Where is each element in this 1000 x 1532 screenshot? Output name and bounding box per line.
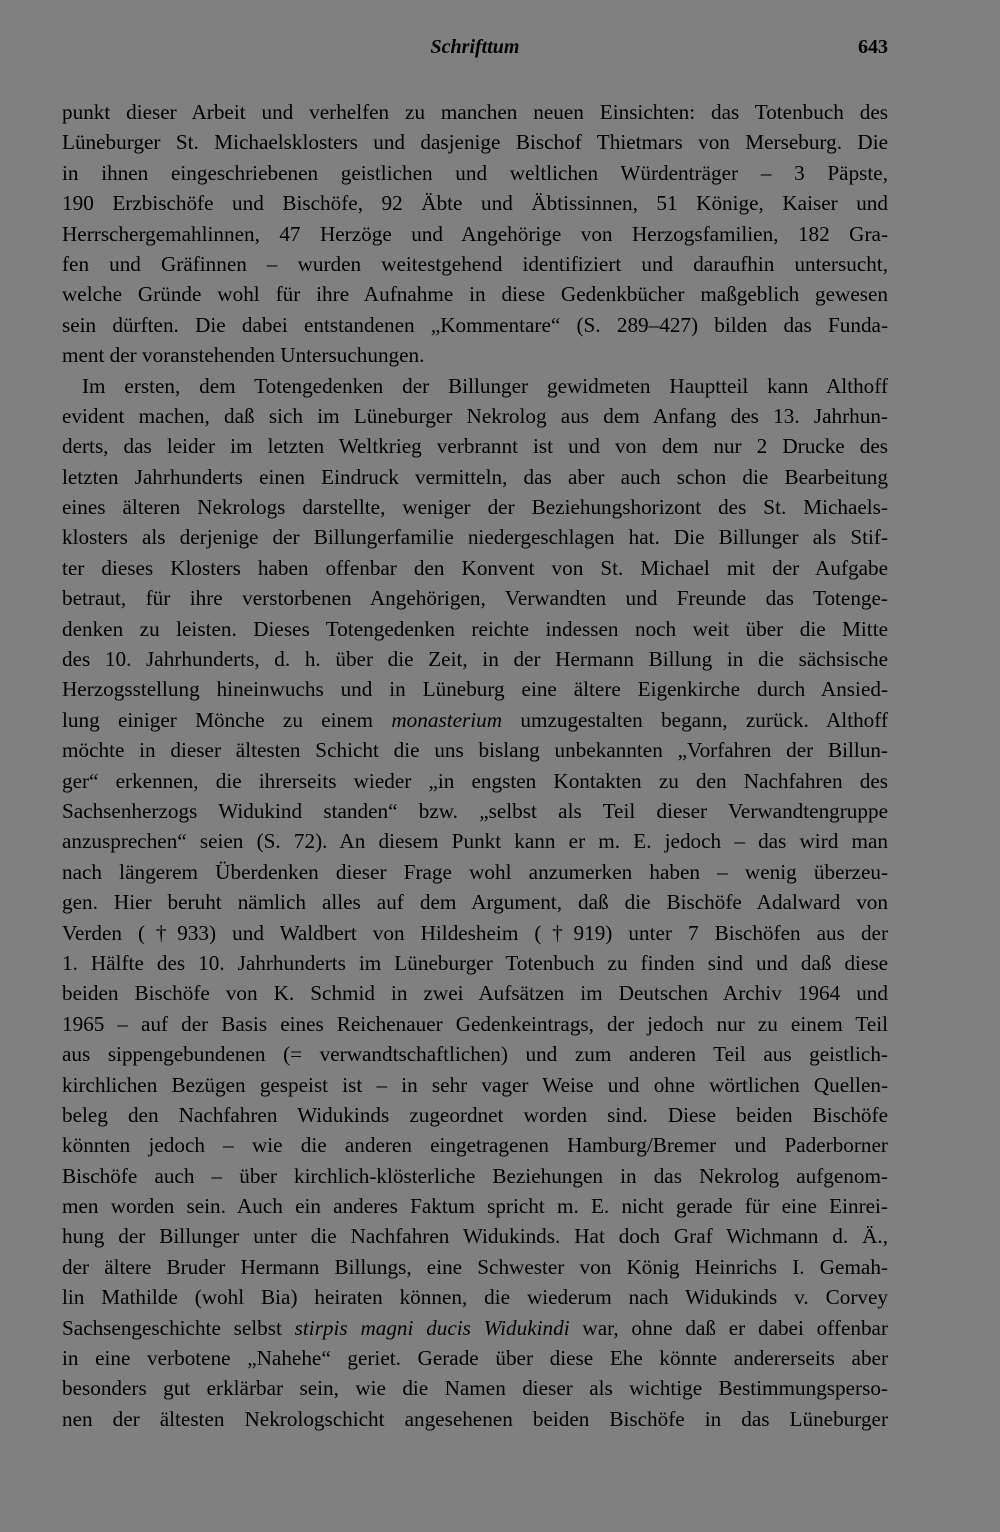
text-line xyxy=(62,644,888,674)
text-line xyxy=(62,1252,888,1282)
text-segment: letzten Jahrhunderts einen Eindruck vermitteln, das aber auch schon die Bearbeitung xyxy=(62,464,888,489)
text-line xyxy=(62,766,888,796)
text-segment: fen und Gräfinnen – wurden weitestgehend identifiziert und daraufhin untersucht, xyxy=(62,251,888,276)
text-line xyxy=(62,978,888,1008)
text-line xyxy=(62,97,888,127)
text-line xyxy=(62,826,888,856)
text-line xyxy=(62,127,888,157)
text-line xyxy=(62,249,888,279)
paragraph xyxy=(62,371,888,1435)
text-line xyxy=(62,1282,888,1312)
text-segment: derts, das leider im letzten Weltkrieg verbrannt ist und von dem nur 2 Drucke des xyxy=(62,434,888,459)
text-segment: nen der ältesten Nekrologschicht angesehenen beiden Bischöfe in das Lüneburger xyxy=(62,1406,888,1431)
text-line xyxy=(62,1373,888,1403)
text-line xyxy=(62,614,888,644)
text-segment: betraut, für ihre verstorbenen Angehörigen, Verwandten und Freunde das Totenge- xyxy=(62,586,888,611)
text-segment: 1965 – auf der Basis eines Reichenauer Gedenkeintrags, der jedoch nur zu einem Teil xyxy=(62,1011,888,1036)
text-segment: 190 Erzbischöfe und Bischöfe, 92 Äbte und Äbtissinnen, 51 Könige, Kaiser und xyxy=(62,191,888,216)
text-segment: men worden sein. Auch ein anderes Faktum spricht m. E. nicht gerade für eine Einrei- xyxy=(62,1194,888,1219)
text-line xyxy=(62,1191,888,1221)
text-line xyxy=(62,1130,888,1160)
text-line xyxy=(62,1070,888,1100)
text-segment: Sachsengeschichte selbst xyxy=(62,1315,295,1340)
text-segment: kirchlichen Bezügen gespeist ist – in sehr vager Weise und ohne wörtlichen Quellen- xyxy=(62,1072,888,1097)
text-segment: der ältere Bruder Hermann Billungs, eine Schwester von König Heinrichs I. Gemah- xyxy=(62,1254,888,1279)
text-line xyxy=(62,1039,888,1069)
text-segment: sein dürften. Die dabei entstandenen „Kommentare“ (S. 289–427) bilden das Funda- xyxy=(62,312,888,337)
paragraph xyxy=(62,97,888,371)
text-segment: eines älteren Nekrologs darstellte, weniger der Beziehungshorizont des St. Michaels- xyxy=(62,495,888,520)
text-line xyxy=(62,796,888,826)
text-line xyxy=(62,705,888,735)
text-segment: ter dieses Klosters haben offenbar den Konvent von St. Michael mit der Aufgabe xyxy=(62,555,888,580)
text-line xyxy=(62,674,888,704)
text-line xyxy=(62,583,888,613)
running-title: Schrifttum xyxy=(430,36,520,58)
text-line xyxy=(62,553,888,583)
text-segment: Bischöfe auch – über kirchlich-klösterliche Beziehungen in das Nekrolog aufgenom- xyxy=(62,1163,888,1188)
text-segment: nach längerem Überdenken dieser Frage wohl anzumerken haben – wenig überzeu- xyxy=(62,859,888,884)
text-segment: Sachsenherzogs Widukind standen“ bzw. „selbst als Teil dieser Verwandtengruppe xyxy=(62,798,888,823)
text-segment: lung einiger Mönche zu einem xyxy=(62,707,392,732)
text-line xyxy=(62,219,888,249)
text-segment: punkt dieser Arbeit und verhelfen zu manchen neuen Einsichten: das Totenbuch des xyxy=(62,100,888,124)
text-segment: könnten jedoch – wie die anderen eingetragenen Hamburg/Bremer und Paderborner xyxy=(62,1133,888,1158)
text-segment: lin Mathilde (wohl Bia) heiraten können, die wiederum nach Widukinds v. Corvey xyxy=(62,1285,888,1310)
text-segment: Lüneburger St. Michaelsklosters und dasjenige Bischof Thietmars von Merseburg. Die xyxy=(62,130,888,155)
text-line xyxy=(62,1404,888,1434)
text-line xyxy=(62,188,888,218)
text-line xyxy=(62,1161,888,1191)
text-segment: beleg den Nachfahren Widukinds zugeordnet worden sind. Diese beiden Bischöfe xyxy=(62,1102,888,1127)
text-line xyxy=(62,857,888,887)
text-segment: anzusprechen“ seien (S. 72). An diesem Punkt kann er m. E. jedoch – das wird man xyxy=(62,829,888,854)
text-line xyxy=(62,371,888,401)
text-segment: klosters als derjenige der Billungerfamilie niedergeschlagen hat. Die Billunger als Stif- xyxy=(62,525,888,550)
text-line xyxy=(62,1100,888,1130)
italic-term: monasterium xyxy=(391,707,503,732)
text-segment: welche Gründe wohl für ihre Aufnahme in diese Gedenkbücher maßgeblich gewesen xyxy=(62,282,888,307)
text-line xyxy=(62,1009,888,1039)
text-segment: ment der voranstehenden Untersuchungen. xyxy=(62,343,425,368)
text-line xyxy=(62,340,888,370)
text-line xyxy=(62,462,888,492)
text-segment: Herzogsstellung hineinwuchs und in Lüneburg eine ältere Eigenkirche durch Ansied- xyxy=(62,677,888,702)
text-segment: umzugestalten begann, zurück. Althoff xyxy=(502,707,888,732)
text-segment: beiden Bischöfe von K. Schmid in zwei Aufsätzen im Deutschen Archiv 1964 und xyxy=(62,981,888,1006)
text-line xyxy=(62,887,888,917)
text-segment: aus sippengebundenen (= verwandtschaftlichen) und zum anderen Teil aus geistlich- xyxy=(62,1042,888,1067)
text-segment: 1. Hälfte des 10. Jahrhunderts im Lüneburger Totenbuch zu finden sind und daß diese xyxy=(62,950,888,975)
text-segment: hung der Billunger unter die Nachfahren Widukinds. Hat doch Graf Wichmann d. Ä., xyxy=(62,1224,888,1249)
text-segment: in eine verbotene „Nahehe“ geriet. Gerade über diese Ehe könnte andererseits aber xyxy=(62,1346,888,1371)
text-segment: Verden (†933) und Waldbert von Hildesheim (†919) unter 7 Bischöfen aus der xyxy=(62,920,888,945)
text-segment: denken zu leisten. Dieses Totengedenken reichte indessen noch weit über die Mitte xyxy=(62,616,888,641)
text-segment: Herrschergemahlinnen, 47 Herzöge und Angehörige von Herzogsfamilien, 182 Gra- xyxy=(62,221,888,246)
text-segment: besonders gut erklärbar sein, wie die Namen dieser als wichtige Bestimmungsperso- xyxy=(62,1376,888,1401)
text-line xyxy=(62,401,888,431)
italic-term: stirpis magni ducis Widukindi xyxy=(294,1315,570,1340)
text-line xyxy=(62,279,888,309)
text-line xyxy=(62,158,888,188)
page-header xyxy=(62,36,888,66)
text-line xyxy=(62,1343,888,1373)
text-segment: Im ersten, dem Totengedenken der Billunger gewidmeten Hauptteil kann Althoff xyxy=(82,373,888,398)
text-line xyxy=(62,310,888,340)
text-line xyxy=(62,522,888,552)
text-line xyxy=(62,1221,888,1251)
text-line xyxy=(62,948,888,978)
text-line xyxy=(62,492,888,522)
text-segment: evident machen, daß sich im Lüneburger Nekrolog aus dem Anfang des 13. Jahrhun- xyxy=(62,403,888,428)
body-text xyxy=(62,97,888,1434)
text-segment: ger“ erkennen, die ihrerseits wieder „in engsten Kontakten zu den Nachfahren des xyxy=(62,768,888,793)
text-line xyxy=(62,918,888,948)
text-segment: war, ohne daß er dabei offenbar xyxy=(569,1315,889,1340)
text-line xyxy=(62,735,888,765)
text-segment: des 10. Jahrhunderts, d. h. über die Zeit, in der Hermann Billung in die sächsische xyxy=(62,647,888,672)
text-line xyxy=(62,1313,888,1343)
text-segment: möchte in dieser ältesten Schicht die uns bislang unbekannten „Vorfahren der Billun- xyxy=(62,738,888,763)
text-segment: gen. Hier beruht nämlich alles auf dem Argument, daß die Bischöfe Adalward von xyxy=(62,890,888,915)
page-number: 643 xyxy=(858,36,888,58)
text-segment: in ihnen eingeschriebenen geistlichen und weltlichen Würdenträger – 3 Päpste, xyxy=(62,160,888,185)
text-line xyxy=(62,431,888,461)
